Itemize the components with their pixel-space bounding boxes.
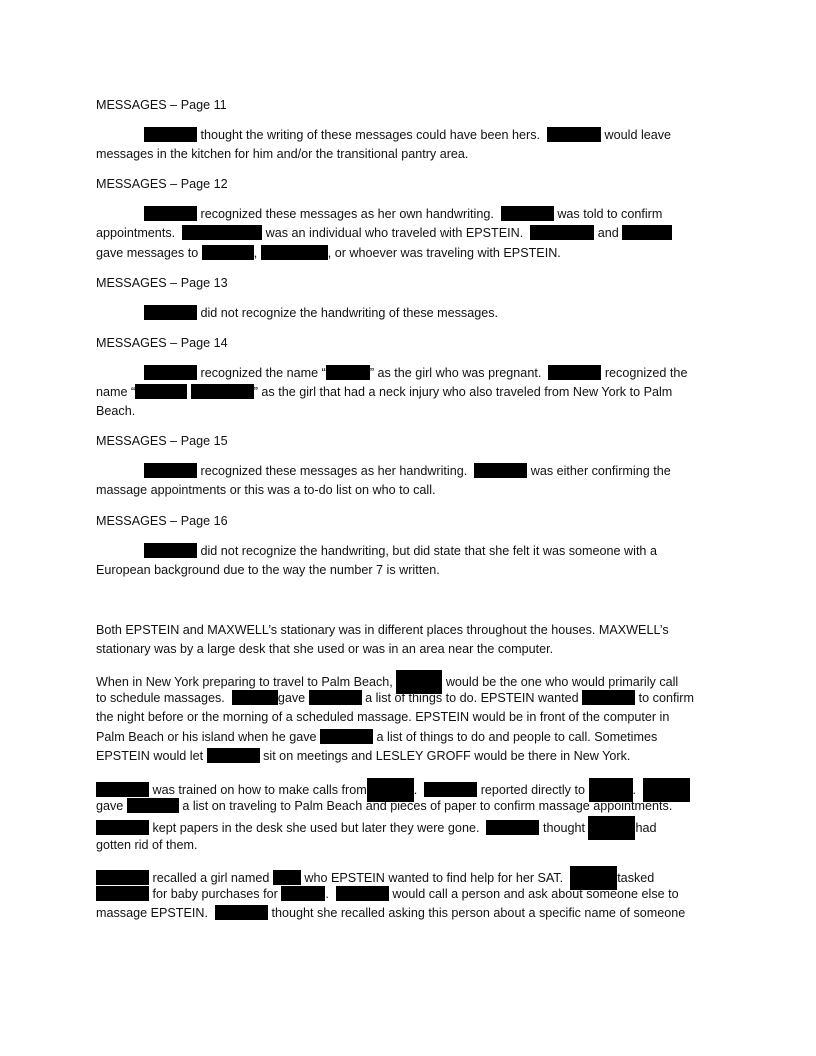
text-line <box>144 304 498 323</box>
text-line <box>96 866 654 885</box>
text-line <box>96 778 690 797</box>
redaction-box <box>144 365 197 380</box>
redaction-box <box>202 245 254 260</box>
redaction-box <box>309 690 362 705</box>
redaction-box <box>96 782 149 797</box>
redaction-box <box>182 225 262 240</box>
text-line <box>144 126 671 145</box>
text-line <box>144 205 662 224</box>
text-span: . <box>325 887 329 901</box>
text-line <box>96 816 657 835</box>
text-span: a list of things to do. EPSTEIN wanted <box>365 691 579 705</box>
text-span: recognized these messages as her handwriting. <box>200 464 468 478</box>
section-heading: MESSAGES – Page 13 <box>96 276 228 290</box>
text-span: and <box>597 226 619 240</box>
section-heading: MESSAGES – Page 12 <box>96 177 228 191</box>
redaction-box <box>96 820 149 835</box>
text-line <box>96 797 672 816</box>
redaction-box <box>96 870 149 885</box>
redaction-box <box>144 463 197 478</box>
text-line <box>144 542 657 561</box>
text-line <box>96 885 679 904</box>
redaction-box <box>281 886 325 901</box>
redaction-box <box>144 206 197 221</box>
text-span: was an individual who traveled with EPSTEIN. <box>265 226 524 240</box>
text-span: would be the one who would primarily call <box>445 675 679 689</box>
text-line <box>96 244 561 263</box>
text-span: sit on meetings and LESLEY GROFF would be there in New York. <box>263 749 631 763</box>
redaction-box <box>261 245 328 260</box>
text-span: gave <box>96 799 124 813</box>
redaction-box <box>336 886 389 901</box>
text-line: European background due to the way the number 7 is written. <box>96 563 440 577</box>
redaction-box <box>501 206 554 221</box>
text-span: to confirm <box>638 691 694 705</box>
text-span: . <box>632 783 636 797</box>
text-span: gave messages to <box>96 246 199 260</box>
text-span: thought <box>542 821 585 835</box>
text-span: for baby purchases for <box>152 887 278 901</box>
text-line <box>96 383 672 402</box>
text-span: would leave <box>604 128 672 142</box>
text-span: had <box>635 821 657 835</box>
redaction-box <box>127 798 179 813</box>
text-line <box>144 462 671 481</box>
section-heading: MESSAGES – Page 14 <box>96 336 228 350</box>
redaction-box <box>273 870 301 885</box>
text-line <box>96 904 685 923</box>
text-line <box>96 747 630 766</box>
redaction-box <box>144 127 197 142</box>
redaction-box <box>96 886 149 901</box>
text-span: did not recognize the handwriting, but did state that she felt it was someone with a <box>200 544 657 558</box>
text-span: , <box>253 246 258 260</box>
text-line: stationary was by a large desk that she used or was in an area near the computer. <box>96 642 554 656</box>
text-span: tasked <box>617 871 655 885</box>
text-line <box>96 224 672 243</box>
redaction-box <box>424 782 477 797</box>
redaction-box <box>582 690 635 705</box>
text-span: did not recognize the handwriting of these messages. <box>200 306 499 320</box>
text-line: massage appointments or this was a to-do list on who to call. <box>96 483 436 497</box>
redaction-box <box>547 127 601 142</box>
text-span: a list on traveling to Palm Beach and pieces of paper to confirm massage appointments. <box>182 799 673 813</box>
text-span: recognized these messages as her own handwriting. <box>200 207 494 221</box>
redaction-box <box>144 543 197 558</box>
redaction-box <box>191 384 254 399</box>
redaction-box <box>530 225 594 240</box>
text-line: messages in the kitchen for him and/or the transitional pantry area. <box>96 147 469 161</box>
redaction-box <box>320 729 373 744</box>
text-span: kept papers in the desk she used but later they were gone. <box>152 821 480 835</box>
text-span: would call a person and ask about someone else to <box>392 887 679 901</box>
redaction-box <box>548 365 601 380</box>
redaction-box <box>588 816 635 840</box>
text-line: gotten rid of them. <box>96 838 198 852</box>
text-span: name “ <box>96 385 136 399</box>
text-span: . <box>413 783 418 797</box>
text-span: When in New York preparing to travel to Palm Beach, <box>96 675 393 689</box>
text-span: recognized the <box>604 366 688 380</box>
text-span: was told to confirm <box>557 207 663 221</box>
text-span: , or whoever was traveling with EPSTEIN. <box>327 246 561 260</box>
text-span: EPSTEIN would let <box>96 749 204 763</box>
text-line <box>96 670 678 689</box>
text-line <box>96 728 657 747</box>
section-heading: MESSAGES – Page 15 <box>96 434 228 448</box>
text-span: reported directly to <box>480 783 585 797</box>
text-span: recalled a girl named <box>152 871 270 885</box>
text-span: ” as the girl that had a neck injury who also traveled from New York to Palm <box>253 385 673 399</box>
text-span: who EPSTEIN wanted to find help for her SAT. <box>304 871 564 885</box>
text-span: ” as the girl who was pregnant. <box>369 366 542 380</box>
redaction-box <box>486 820 539 835</box>
redaction-box <box>622 225 672 240</box>
text-span: was trained on how to make calls from <box>152 783 367 797</box>
text-line <box>96 689 694 708</box>
section-heading: MESSAGES – Page 11 <box>96 98 227 112</box>
text-span: appointments. <box>96 226 176 240</box>
text-span: Palm Beach or his island when he gave <box>96 730 317 744</box>
redaction-box <box>135 384 187 399</box>
text-span: a list of things to do and people to call. Sometimes <box>376 730 658 744</box>
text-span: to schedule massages. <box>96 691 225 705</box>
text-span: thought the writing of these messages could have been hers. <box>200 128 541 142</box>
text-line: the night before or the morning of a scheduled massage. EPSTEIN would be in front of the computer in <box>96 710 670 724</box>
redaction-box <box>207 748 260 763</box>
text-span: massage EPSTEIN. <box>96 906 208 920</box>
text-span: gave <box>277 691 306 705</box>
text-span: was either confirming the <box>530 464 671 478</box>
redaction-box <box>215 905 268 920</box>
section-heading: MESSAGES – Page 16 <box>96 514 228 528</box>
redaction-box <box>326 365 370 380</box>
text-line: Beach. <box>96 404 136 418</box>
text-span: thought she recalled asking this person about a specific name of someone <box>271 906 686 920</box>
text-line: Both EPSTEIN and MAXWELL’s stationary was in different places throughout the houses. MAXWELL’s <box>96 623 669 637</box>
redaction-box <box>232 690 278 705</box>
redaction-box <box>144 305 197 320</box>
text-span: recognized the name “ <box>200 366 326 380</box>
text-line <box>144 364 687 383</box>
redaction-box <box>474 463 527 478</box>
